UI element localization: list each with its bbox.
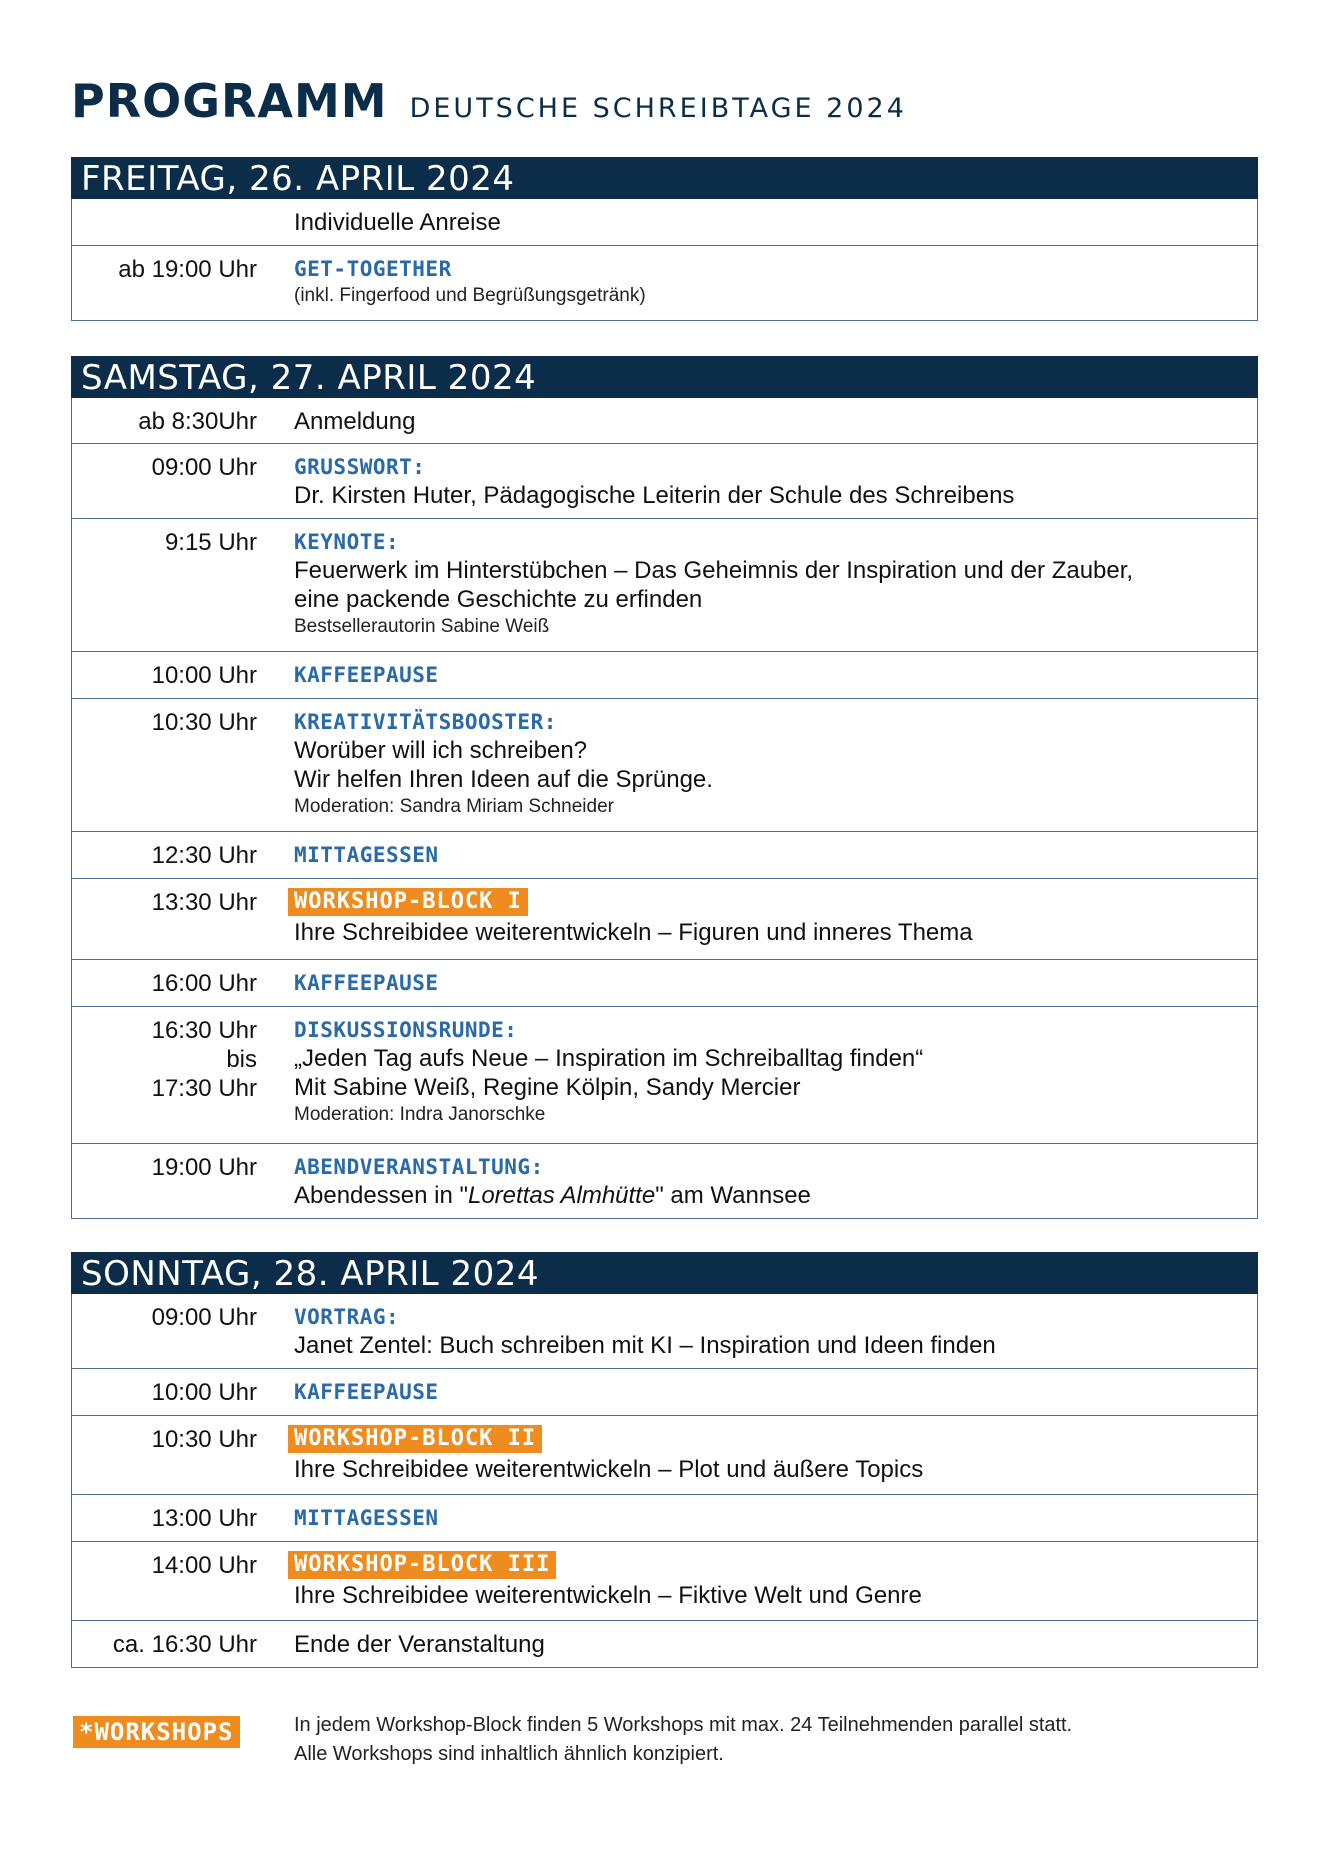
row-text — [294, 1181, 1247, 1210]
row-time: 10:00 Uhr — [151, 1379, 257, 1406]
row-label: MITTAGESSEN — [294, 843, 439, 867]
workshops-note-line: Alle Workshops sind inhaltlich ähnlich konzipiert. — [294, 1743, 724, 1765]
row-label: GRUSSWORT: — [294, 455, 426, 479]
row-note: (inkl. Fingerfood und Begrüßungsgetränk) — [294, 285, 646, 306]
schedule-row — [72, 246, 1257, 321]
row-time: 10:30 Uhr — [151, 1426, 257, 1453]
page-header — [71, 74, 907, 128]
row-time: ab 19:00 Uhr — [118, 256, 257, 283]
day-title: SAMSTAG, 27. APRIL 2024 — [71, 356, 1258, 398]
workshops-tag: *WORKSHOPS — [73, 1716, 240, 1748]
row-text: Janet Zentel: Buch schreiben mit KI – Inspiration und Ideen finden — [294, 1332, 996, 1359]
schedule-row — [72, 398, 1257, 444]
row-time: 19:00 Uhr — [151, 1154, 257, 1181]
row-label: KEYNOTE: — [294, 530, 400, 554]
row-text: Ihre Schreibidee weiterentwickeln – Fiktive Welt und Genre — [294, 1582, 922, 1609]
workshops-note-line: In jedem Workshop-Block finden 5 Workshops mit max. 24 Teilnehmenden parallel statt. — [294, 1714, 1073, 1736]
row-label: GET-TOGETHER — [294, 257, 452, 281]
schedule-row — [72, 199, 1257, 246]
row-text: Ihre Schreibidee weiterentwickeln – Figuren und inneres Thema — [294, 919, 973, 946]
schedule-row — [72, 960, 1257, 1007]
row-time: 09:00 Uhr — [151, 454, 257, 481]
time-bis: bis — [226, 1046, 257, 1073]
schedule-row — [72, 832, 1257, 879]
text-post: " am Wannsee — [655, 1182, 811, 1209]
day-title: FREITAG, 26. APRIL 2024 — [71, 157, 1258, 199]
row-label: KAFFEEPAUSE — [294, 1380, 439, 1404]
day-sunday — [71, 1252, 1258, 1668]
schedule-row — [72, 1621, 1257, 1668]
row-text: Anmeldung — [294, 408, 416, 435]
workshops-note — [294, 1711, 1072, 1769]
row-time: 10:30 Uhr — [151, 709, 257, 736]
venue-name: Lorettas Almhütte — [467, 1182, 656, 1209]
workshop-badge: WORKSHOP-BLOCK I — [288, 888, 528, 916]
workshop-badge: WORKSHOP-BLOCK II — [288, 1425, 542, 1453]
page-subtitle: DEUTSCHE SCHREIBTAGE 2024 — [409, 93, 907, 124]
schedule-row — [72, 444, 1257, 519]
time-start: 16:30 Uhr — [151, 1017, 257, 1044]
row-label: KREATIVITÄTSBOOSTER: — [294, 710, 557, 734]
text-pre: Abendessen in " — [294, 1182, 468, 1209]
row-time: 09:00 Uhr — [151, 1304, 257, 1331]
row-time: 13:30 Uhr — [151, 889, 257, 916]
row-note: Bestsellerautorin Sabine Weiß — [294, 616, 550, 637]
row-time: 14:00 Uhr — [151, 1552, 257, 1579]
row-time: ab 8:30Uhr — [138, 408, 257, 435]
row-label: ABENDVERANSTALTUNG: — [294, 1155, 544, 1179]
workshop-badge: WORKSHOP-BLOCK III — [288, 1551, 556, 1579]
row-label: DISKUSSIONSRUNDE: — [294, 1018, 518, 1042]
row-note: Moderation: Indra Janorschke — [294, 1104, 546, 1125]
row-time: 16:00 Uhr — [151, 970, 257, 997]
row-time — [72, 1016, 257, 1103]
row-text: „Jeden Tag aufs Neue – Inspiration im Schreiballtag finden“ — [294, 1045, 924, 1072]
row-text: Mit Sabine Weiß, Regine Kölpin, Sandy Mercier — [294, 1074, 801, 1101]
row-time: 9:15 Uhr — [164, 529, 257, 556]
schedule-row — [72, 652, 1257, 699]
row-note: Moderation: Sandra Miriam Schneider — [294, 796, 614, 817]
schedule-row — [72, 1495, 1257, 1542]
day-friday — [71, 157, 1258, 321]
schedule-row — [72, 1144, 1257, 1219]
schedule-row — [72, 1542, 1257, 1621]
row-time: 10:00 Uhr — [151, 662, 257, 689]
row-text: Worüber will ich schreiben? — [294, 737, 588, 764]
row-text: Ihre Schreibidee weiterentwickeln – Plot und äußere Topics — [294, 1456, 924, 1483]
schedule-row — [72, 1007, 1257, 1144]
row-label: VORTRAG: — [294, 1305, 400, 1329]
row-label: KAFFEEPAUSE — [294, 663, 439, 687]
row-label: KAFFEEPAUSE — [294, 971, 439, 995]
schedule-row — [72, 1416, 1257, 1495]
schedule-row — [72, 879, 1257, 960]
row-text: eine packende Geschichte zu erfinden — [294, 586, 703, 613]
page-title: PROGRAMM — [71, 74, 388, 128]
row-text: Feuerwerk im Hinterstübchen – Das Geheimnis der Inspiration und der Zauber, — [294, 557, 1134, 584]
row-text: Ende der Veranstaltung — [294, 1631, 545, 1658]
row-label: MITTAGESSEN — [294, 1506, 439, 1530]
row-text: Wir helfen Ihren Ideen auf die Sprünge. — [294, 766, 713, 793]
schedule-row — [72, 1294, 1257, 1369]
row-time: 12:30 Uhr — [151, 842, 257, 869]
row-time: 13:00 Uhr — [151, 1505, 257, 1532]
schedule-row — [72, 519, 1257, 652]
day-title: SONNTAG, 28. APRIL 2024 — [71, 1252, 1258, 1294]
schedule-row — [72, 699, 1257, 832]
schedule-row — [72, 1369, 1257, 1416]
row-text: Dr. Kirsten Huter, Pädagogische Leiterin der Schule des Schreibens — [294, 482, 1015, 509]
row-text: Individuelle Anreise — [294, 209, 501, 236]
row-time: ca. 16:30 Uhr — [112, 1631, 257, 1658]
time-end: 17:30 Uhr — [151, 1075, 257, 1102]
day-saturday — [71, 356, 1258, 1219]
